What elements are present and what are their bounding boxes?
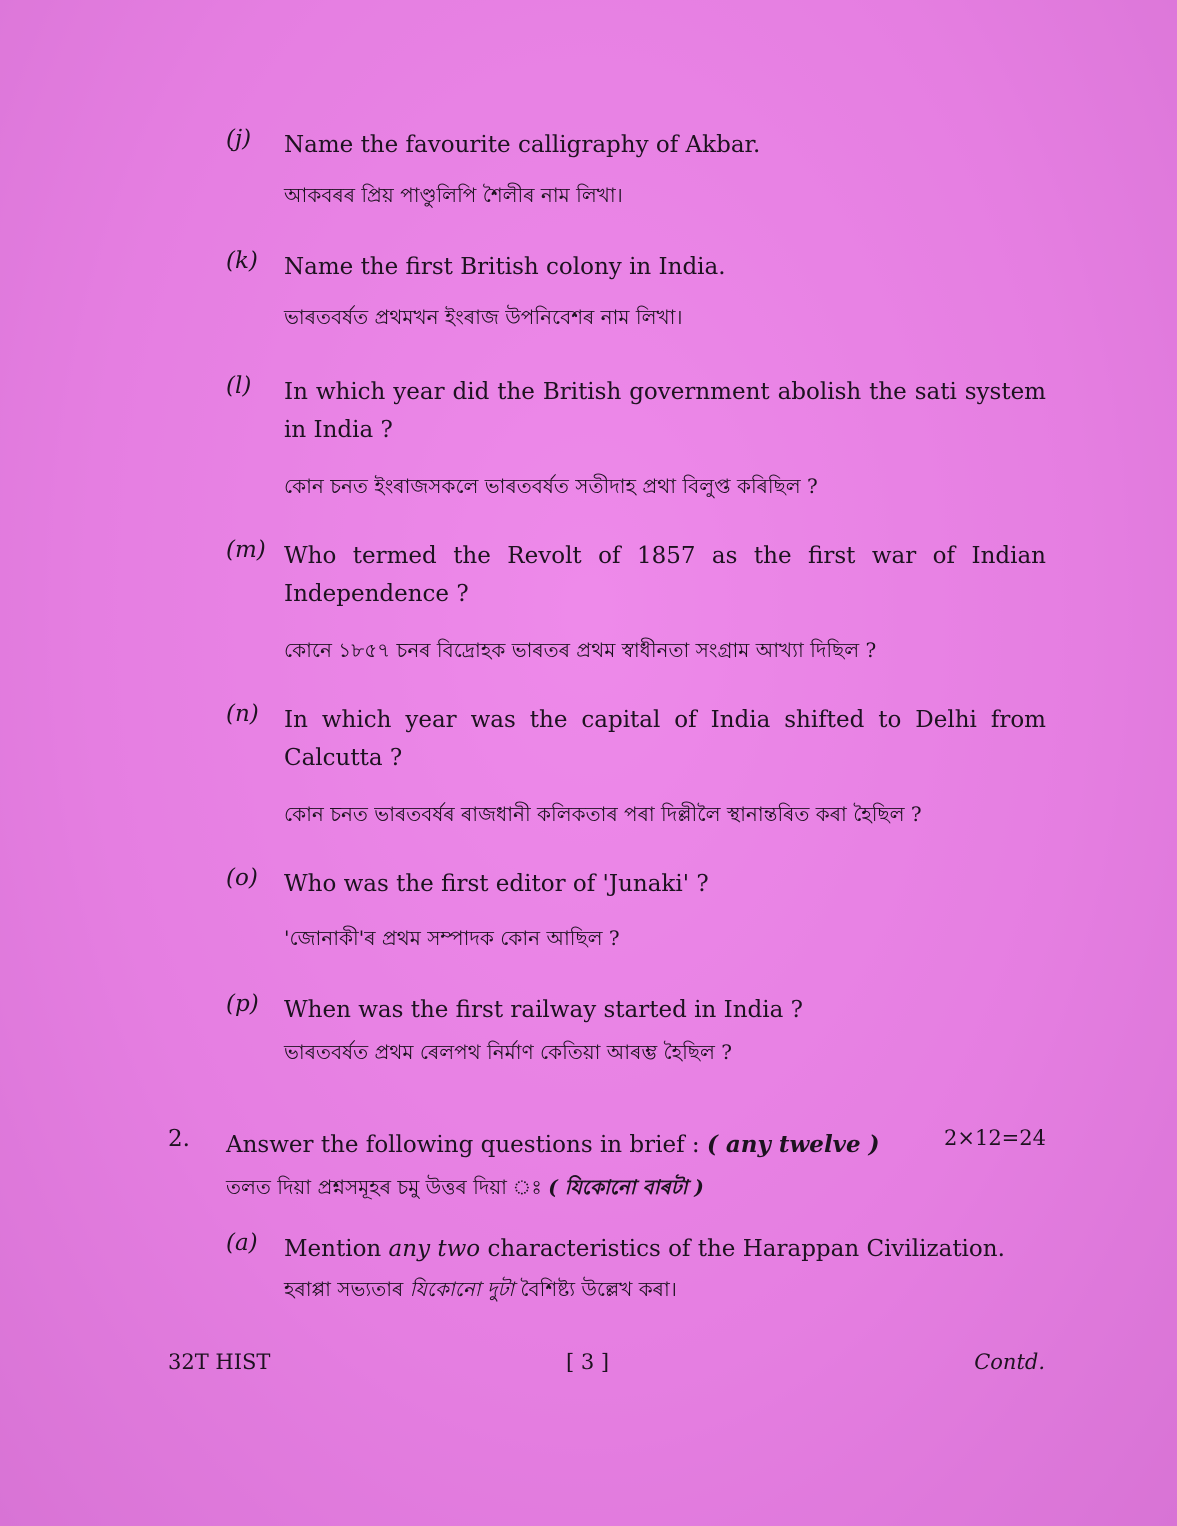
question-text-english: Name the first British colony in India.	[284, 254, 726, 280]
instruction-emphasis: ( any twelve )	[707, 1131, 880, 1158]
question-l	[226, 373, 1046, 503]
question-2a	[226, 1230, 1046, 1306]
question-label: (j)	[226, 126, 252, 152]
text-part: হৰাপ্পা সভ্যতাৰ	[284, 1277, 410, 1301]
section-2-heading	[168, 1126, 1046, 1204]
question-label: (o)	[226, 865, 258, 891]
question-text-english: In which year was the capital of India shifted to Delhi from Calcutta ?	[284, 707, 1046, 771]
question-m	[226, 537, 1046, 667]
question-label: (p)	[226, 991, 259, 1017]
question-o	[226, 865, 1046, 955]
question-text-assamese: কোনে ১৮৫৭ চনৰ বিদ্ৰোহক ভাৰতৰ প্ৰথম স্বাধীনতা সংগ্ৰাম আখ্যা দিছিল ?	[284, 638, 877, 662]
text-part: বৈশিষ্ট্য উল্লেখ কৰা।	[514, 1277, 677, 1301]
question-text-english: Who termed the Revolt of 1857 as the first war of Indian Independence ?	[284, 543, 1046, 607]
section-instruction-english	[226, 1126, 1046, 1164]
page-number: [ 3 ]	[566, 1350, 610, 1374]
question-text-english	[284, 1230, 1046, 1268]
question-label: (m)	[226, 537, 266, 563]
question-text-assamese: 'জোনাকী'ৰ প্ৰথম সম্পাদক কোন আছিল ?	[284, 926, 620, 950]
instruction-text: তলত দিয়া প্ৰশ্নসমূহৰ চমু উত্তৰ দিয়া ঃ	[226, 1175, 549, 1199]
text-part: characteristics of the Harappan Civilization.	[480, 1236, 1005, 1262]
section-instruction-assamese	[226, 1170, 1046, 1204]
question-text-english: In which year did the British government abolish the sati system in India ?	[284, 379, 1046, 443]
question-text-assamese: ভাৰতবৰ্ষত প্ৰথমখন ইংৰাজ উপনিবেশৰ নাম লিখা।	[284, 305, 683, 329]
continued-label: Contd.	[974, 1350, 1045, 1374]
section-number: 2.	[168, 1126, 190, 1152]
paper-code: 32T HIST	[168, 1350, 271, 1374]
question-label: (k)	[226, 248, 258, 274]
question-text-english: Who was the first editor of 'Junaki' ?	[284, 871, 709, 897]
question-text-assamese: আকবৰৰ প্ৰিয় পাণ্ডুলিপি শৈলীৰ নাম লিখা।	[284, 183, 623, 207]
text-emphasis: any two	[388, 1236, 481, 1262]
question-p	[226, 991, 1046, 1069]
question-label: (n)	[226, 701, 259, 727]
question-k	[226, 248, 1046, 334]
question-text-assamese: কোন চনত ইংৰাজসকলে ভাৰতবৰ্ষত সতীদাহ প্ৰথা বিলুপ্ত কৰিছিল ?	[284, 474, 818, 498]
section-marks: 2×12=24	[944, 1126, 1046, 1150]
text-part: Mention	[284, 1236, 389, 1262]
question-text-assamese	[284, 1272, 1046, 1306]
question-j	[226, 126, 1046, 212]
instruction-text: Answer the following questions in brief :	[226, 1132, 707, 1158]
question-label: (l)	[226, 373, 252, 399]
text-emphasis: যিকোনো দুটা	[409, 1277, 515, 1301]
question-text-assamese: কোন চনত ভাৰতবৰ্ষৰ ৰাজধানী কলিকতাৰ পৰা দিল্লীলৈ স্থানান্তৰিত কৰা হৈছিল ?	[284, 802, 922, 826]
instruction-emphasis: ( যিকোনো বাৰটা )	[548, 1175, 704, 1199]
question-text-english: When was the first railway started in India ?	[284, 997, 803, 1023]
question-n	[226, 701, 1046, 831]
question-text-english: Name the favourite calligraphy of Akbar.	[284, 132, 761, 158]
question-text-assamese: ভাৰতবৰ্ষত প্ৰথম ৰেলপথ নিৰ্মাণ কেতিয়া আৰম্ভ হৈছিল ?	[284, 1040, 732, 1064]
question-label: (a)	[226, 1230, 258, 1256]
